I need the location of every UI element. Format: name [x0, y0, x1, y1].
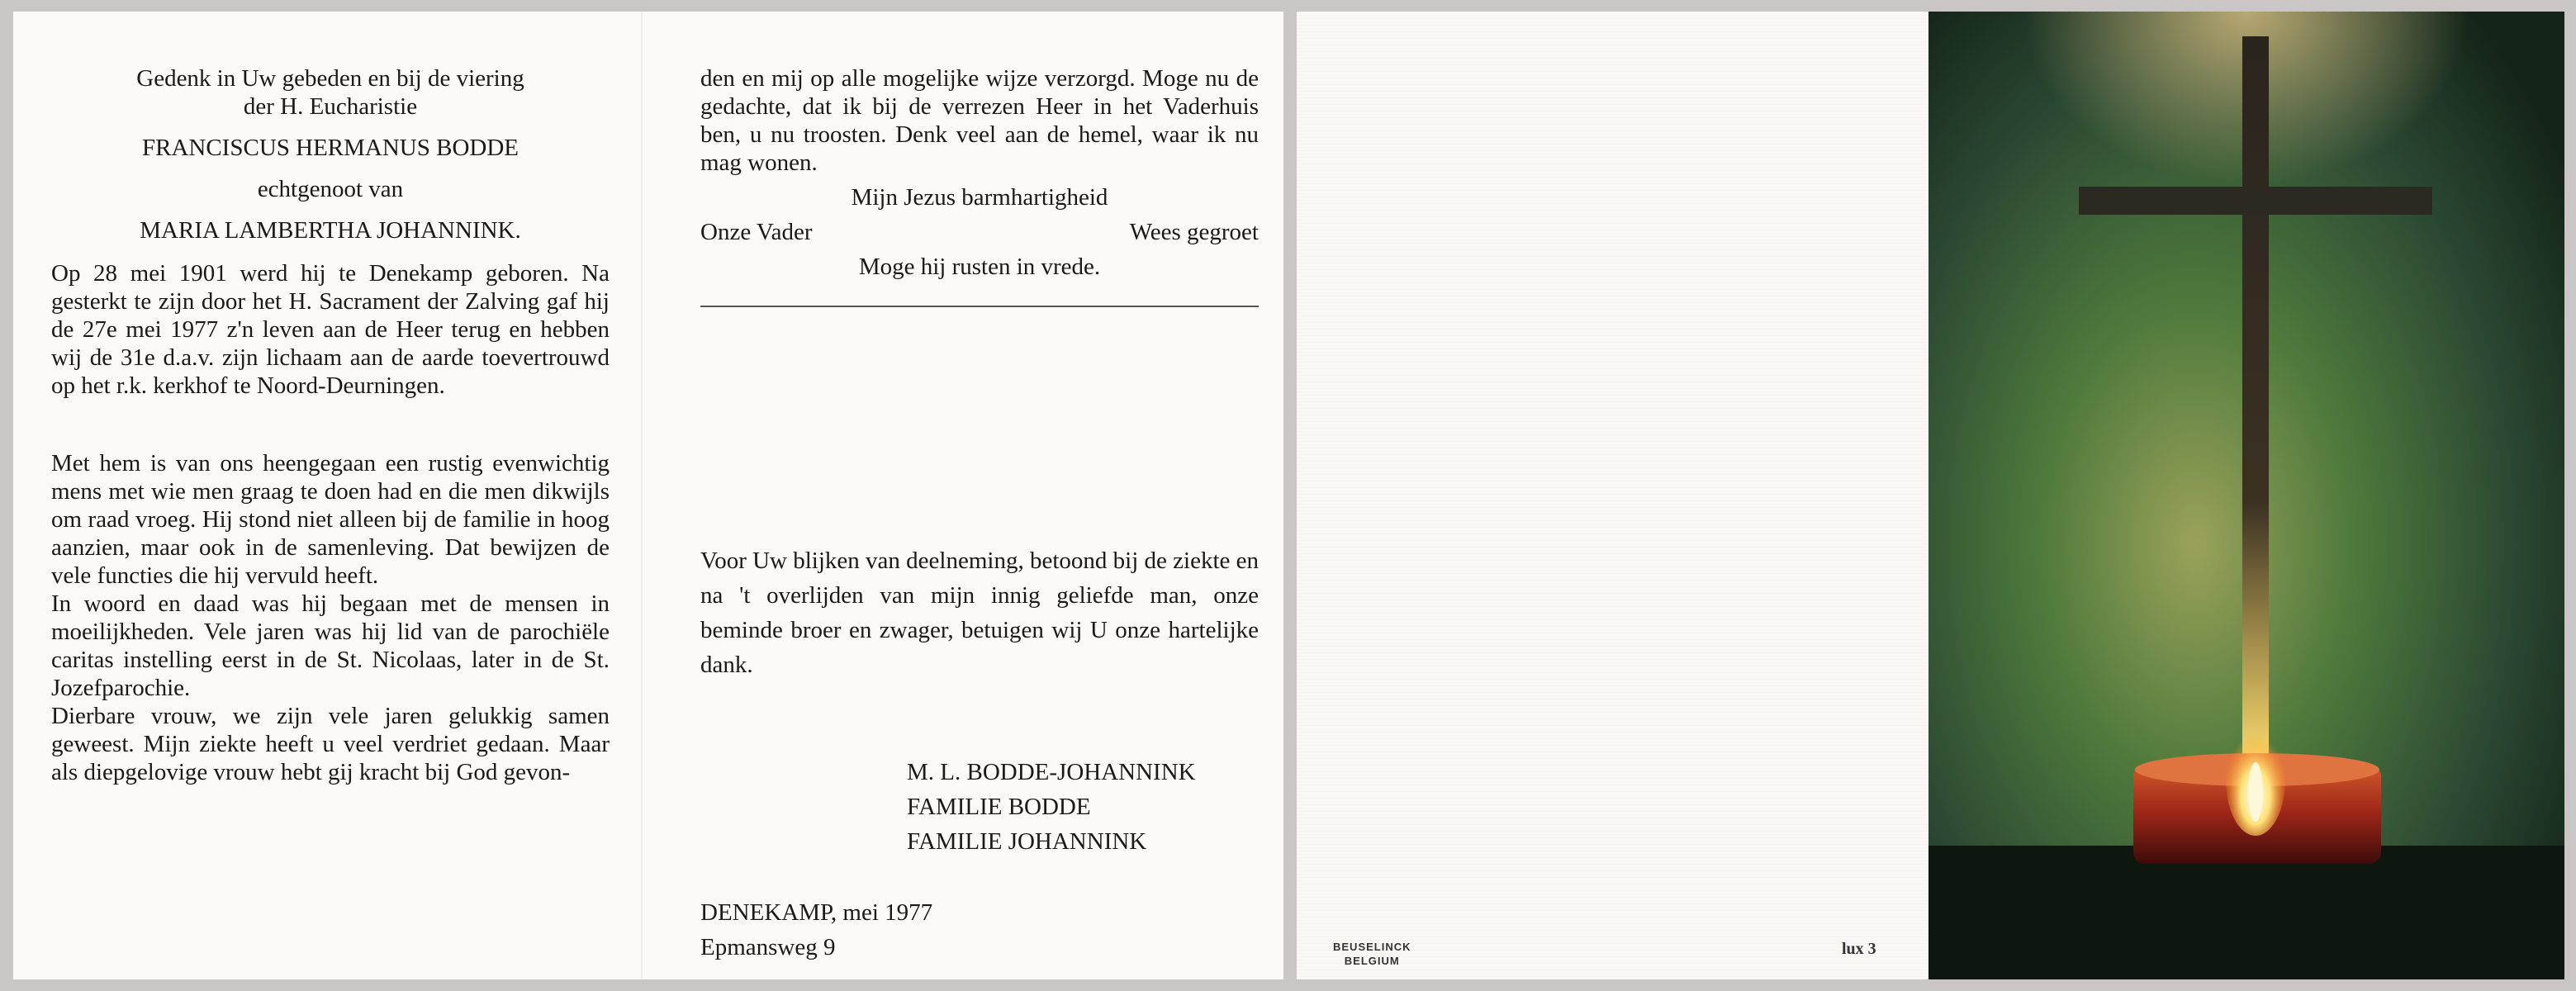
signer: FAMILIE JOHANNINK [907, 828, 1147, 855]
spouse-name: MARIA LAMBERTHA JOHANNINK. [140, 217, 521, 244]
bio-paragraph: Op 28 mei 1901 werd hij te Denekamp geboren. Na gesterkt te zijn door het H. Sacrament der Zalving gaf hij de 27e mei 1977 z'n leven aan de Heer terug en hebben wij de 31e d.a.v. zijn lichaam aan de aarde toevertrouwd op het r.k. kerkhof te Noord-Deurningen. [51, 260, 610, 399]
divider-rule [700, 306, 1259, 307]
tribute-paragraph: Met hem is van ons heengegaan een rustig evenwichtig mens met wie men graag te doen had en die men dikwijls om raad vroeg. Hij stond niet alleen bij de familie in hoog aanzien, maar ook in de samenleving. Dat bewijzen de vele functies die hij vervuld heeft. [51, 450, 610, 589]
works-paragraph: In woord en daad was hij begaan met de mensen in moeilijkheden. Vele jaren was hij lid van de parochiële caritas instelling eerst in de St. Nicolaas, later in de St. Jozefparochie. [51, 590, 610, 701]
place-date: DENEKAMP, mei 1977 [700, 899, 933, 926]
intro-line-2: der H. Eucharistie [243, 93, 418, 120]
spouse-label: echtgenoot van [257, 176, 404, 202]
signers-block [907, 755, 1196, 859]
intro-line-1: Gedenk in Uw gebeden en bij de viering [136, 65, 524, 92]
address: Epmansweg 9 [700, 934, 836, 960]
printer-mark: BEUSELINCK BELGIUM [1333, 941, 1411, 967]
cross-candle-icon [1928, 12, 2564, 979]
farewell-paragraph-end: den en mij op alle mogelijke wijze verzorgd. Moge nu de gedachte, dat ik bij de verrezen Heer in het Vaderhuis ben, u nu troosten. Denk veel aan de hemel, waar ik nu mag wonen. [700, 65, 1259, 176]
prayer-row [700, 218, 1259, 246]
prayer-wees-gegroet: Wees gegroet [1129, 219, 1259, 245]
text-column-right [700, 64, 1259, 307]
card-outer-spread [1297, 12, 2564, 979]
prayer-line-1: Mijn Jezus barmhartigheid [851, 184, 1108, 211]
place-block [700, 895, 932, 965]
prayer-onze-vader: Onze Vader [700, 219, 813, 245]
text-column-left [51, 64, 610, 786]
deceased-name: FRANCISCUS HERMANUS BODDE [141, 135, 519, 161]
signer: FAMILIE BODDE [907, 794, 1091, 820]
card-inner-spread [13, 12, 1283, 979]
thanks-paragraph: Voor Uw blijken van deelneming, betoond bij de ziekte en na 't overlijden van mijn innig geliefde man, onze beminde broer en zwager, betuigen wij U onze hartelijke dank. [700, 548, 1259, 678]
fold-line [641, 12, 643, 979]
farewell-paragraph-start: Dierbare vrouw, we zijn vele jaren gelukkig samen geweest. Mijn ziekte heeft u veel verdriet gedaan. Maar als diepgelovige vrouw hebt gij kracht bij God gevon- [51, 703, 610, 785]
blank-back-panel [1297, 12, 1928, 979]
prayer-line-3: Moge hij rusten in vrede. [858, 254, 1101, 280]
series-mark: lux 3 [1842, 940, 1876, 958]
signer: M. L. BODDE-JOHANNINK [907, 759, 1196, 785]
